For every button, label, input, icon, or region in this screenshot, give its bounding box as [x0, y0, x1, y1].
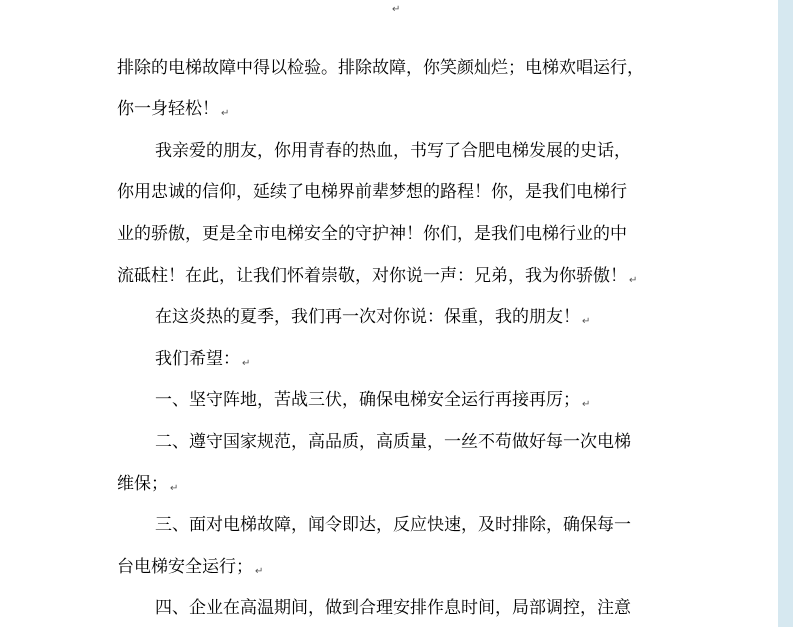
paragraph-mark: ↵ — [582, 316, 591, 327]
paragraph-mark: ↵ — [221, 108, 230, 119]
paragraph-mark: ↵ — [170, 483, 179, 494]
paragraph-mark: ↵ — [255, 566, 264, 577]
text-line: 我亲爱的朋友，你用青春的热血，书写了合肥电梯发展的史话， — [155, 141, 631, 161]
text-line: 四、企业在高温期间，做到合理安排作息时间，局部调控，注意 — [155, 598, 631, 618]
text-line: 流砥柱！在此，让我们怀着崇敬，对你说一声：兄弟，我为你骄傲！ ↵ — [117, 266, 638, 286]
text-line: 在这炎热的夏季，我们再一次对你说：保重，我的朋友！ ↵ — [155, 307, 591, 327]
text-line: 业的骄傲，更是全市电梯安全的守护神！你们，是我们电梯行业的中 — [117, 224, 627, 244]
text-line: 台电梯安全运行； ↵ — [117, 557, 264, 577]
text-line: 你用忠诚的信仰，延续了电梯界前辈梦想的路程！你，是我们电梯行 — [117, 182, 627, 202]
text-line: 维保； ↵ — [117, 474, 179, 494]
paragraph-mark: ↵ — [582, 399, 591, 410]
vertical-scrollbar[interactable] — [778, 0, 793, 627]
text-line: 我们希望： ↵ — [155, 349, 251, 369]
paragraph-mark: ↵ — [392, 4, 401, 15]
text-line: 排除的电梯故障中得以检验。排除故障，你笑颜灿烂；电梯欢唱运行， — [117, 58, 644, 78]
paragraph-mark: ↵ — [242, 358, 251, 369]
text-line: 三、面对电梯故障，闻令即达，反应快速，及时排除，确保每一 — [155, 515, 631, 535]
paragraph-mark: ↵ — [629, 275, 638, 286]
text-line: 一、坚守阵地，苦战三伏，确保电梯安全运行再接再厉； ↵ — [155, 390, 591, 410]
text-line: 你一身轻松！ ↵ — [117, 99, 230, 119]
text-line: 二、遵守国家规范，高品质，高质量，一丝不苟做好每一次电梯 — [155, 432, 631, 452]
